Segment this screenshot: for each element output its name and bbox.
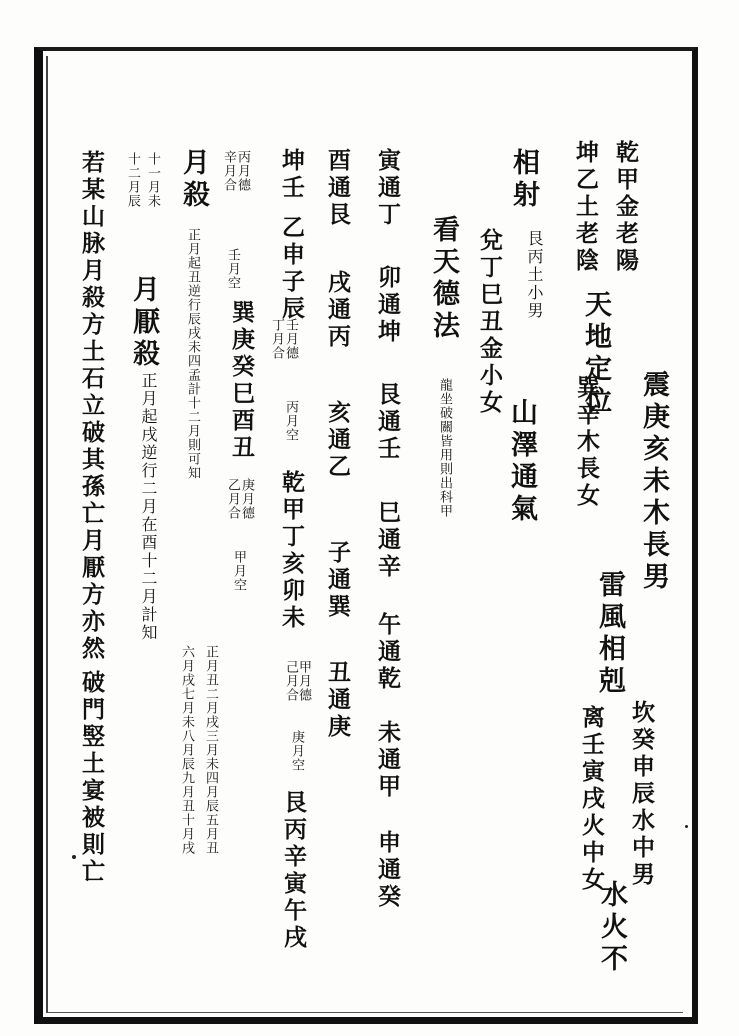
text-column: 龍坐破關皆用則出科甲 [437, 378, 452, 518]
text-column: 丙月德 [235, 150, 250, 192]
text-column: 坤壬 [278, 148, 305, 202]
text-column: 破門竪土宴被則亡 [78, 670, 105, 886]
text-column: 艮通壬 [374, 382, 401, 463]
text-column: 艮丙辛寅午戌 [280, 790, 307, 952]
text-column: 离壬寅戌火中女 [578, 705, 605, 894]
text-column: 月殺 [178, 148, 209, 212]
text-column: 甲月空 [231, 550, 246, 592]
text-column: 乙月合 [225, 478, 240, 520]
text-column: 看天德法 [428, 215, 459, 343]
text-column: 巽庚癸巳酉丑 [228, 300, 255, 462]
ink-spot [72, 855, 76, 859]
text-column: 子通巽 [324, 540, 351, 621]
ink-spot [685, 825, 688, 828]
text-column: 戌通丙 [324, 270, 351, 351]
text-column: 六月戌七月未八月辰九月丑十月戌 [179, 645, 194, 855]
text-column: 正月丑二月戌三月未四月辰五月丑 [203, 645, 218, 855]
text-column: 坎癸申辰水中男 [628, 700, 655, 889]
text-column: 震庚亥未木長男 [638, 370, 669, 594]
text-column: 正月起戌逆行二月在酉十二月計知 [139, 372, 158, 642]
text-column: 丑通庚 [324, 660, 351, 741]
text-column: 十一月未 [145, 152, 160, 208]
text-column: 酉通艮 [324, 148, 351, 229]
text-column: 相射 [508, 148, 539, 212]
text-column: 庚月空 [289, 730, 304, 772]
text-column: 辛月合 [221, 150, 236, 192]
text-column: 水火不 [596, 880, 627, 976]
text-column: 乾甲丁亥卯未 [278, 470, 305, 632]
text-column: 午通乾 [374, 612, 401, 693]
text-column: 巳通辛 [374, 500, 401, 581]
text-column: 若某山脉月殺方土石立破其孫亡月厭方亦然 [78, 150, 105, 663]
text-column: 未通甲 [374, 720, 401, 801]
text-column: 月厭殺 [128, 275, 159, 371]
text-column: 十二月辰 [125, 152, 140, 208]
text-column: 雷風相剋 [594, 570, 625, 698]
text-column: 卯通坤 [374, 265, 401, 346]
text-column: 甲月德 [296, 660, 311, 702]
text-column: 申通癸 [374, 830, 401, 911]
text-column: 坤乙土老陰 [572, 140, 599, 275]
text-column: 亥通乙 [324, 400, 351, 481]
text-column: 丁月合 [269, 318, 284, 360]
text-column: 正月起丑逆行辰戌未四孟計十二月則可知 [185, 228, 200, 480]
text-column: 乙申子辰 [278, 215, 305, 323]
text-column: 天地定位 [580, 290, 611, 418]
text-column: 乾甲金老陽 [612, 140, 639, 275]
text-column: 兌丁巳丑金小女 [476, 228, 503, 417]
text-column: 壬月德 [283, 318, 298, 360]
text-column: 山澤通氣 [506, 398, 537, 526]
text-column: 己月合 [283, 660, 298, 702]
text-column: 壬月空 [225, 248, 240, 290]
text-column: 庚月德 [239, 478, 254, 520]
text-column: 寅通丁 [374, 148, 401, 229]
text-column: 艮丙土小男 [525, 230, 544, 320]
text-column: 巽辛木長女 [573, 375, 600, 510]
text-column: 丙月空 [283, 400, 298, 442]
